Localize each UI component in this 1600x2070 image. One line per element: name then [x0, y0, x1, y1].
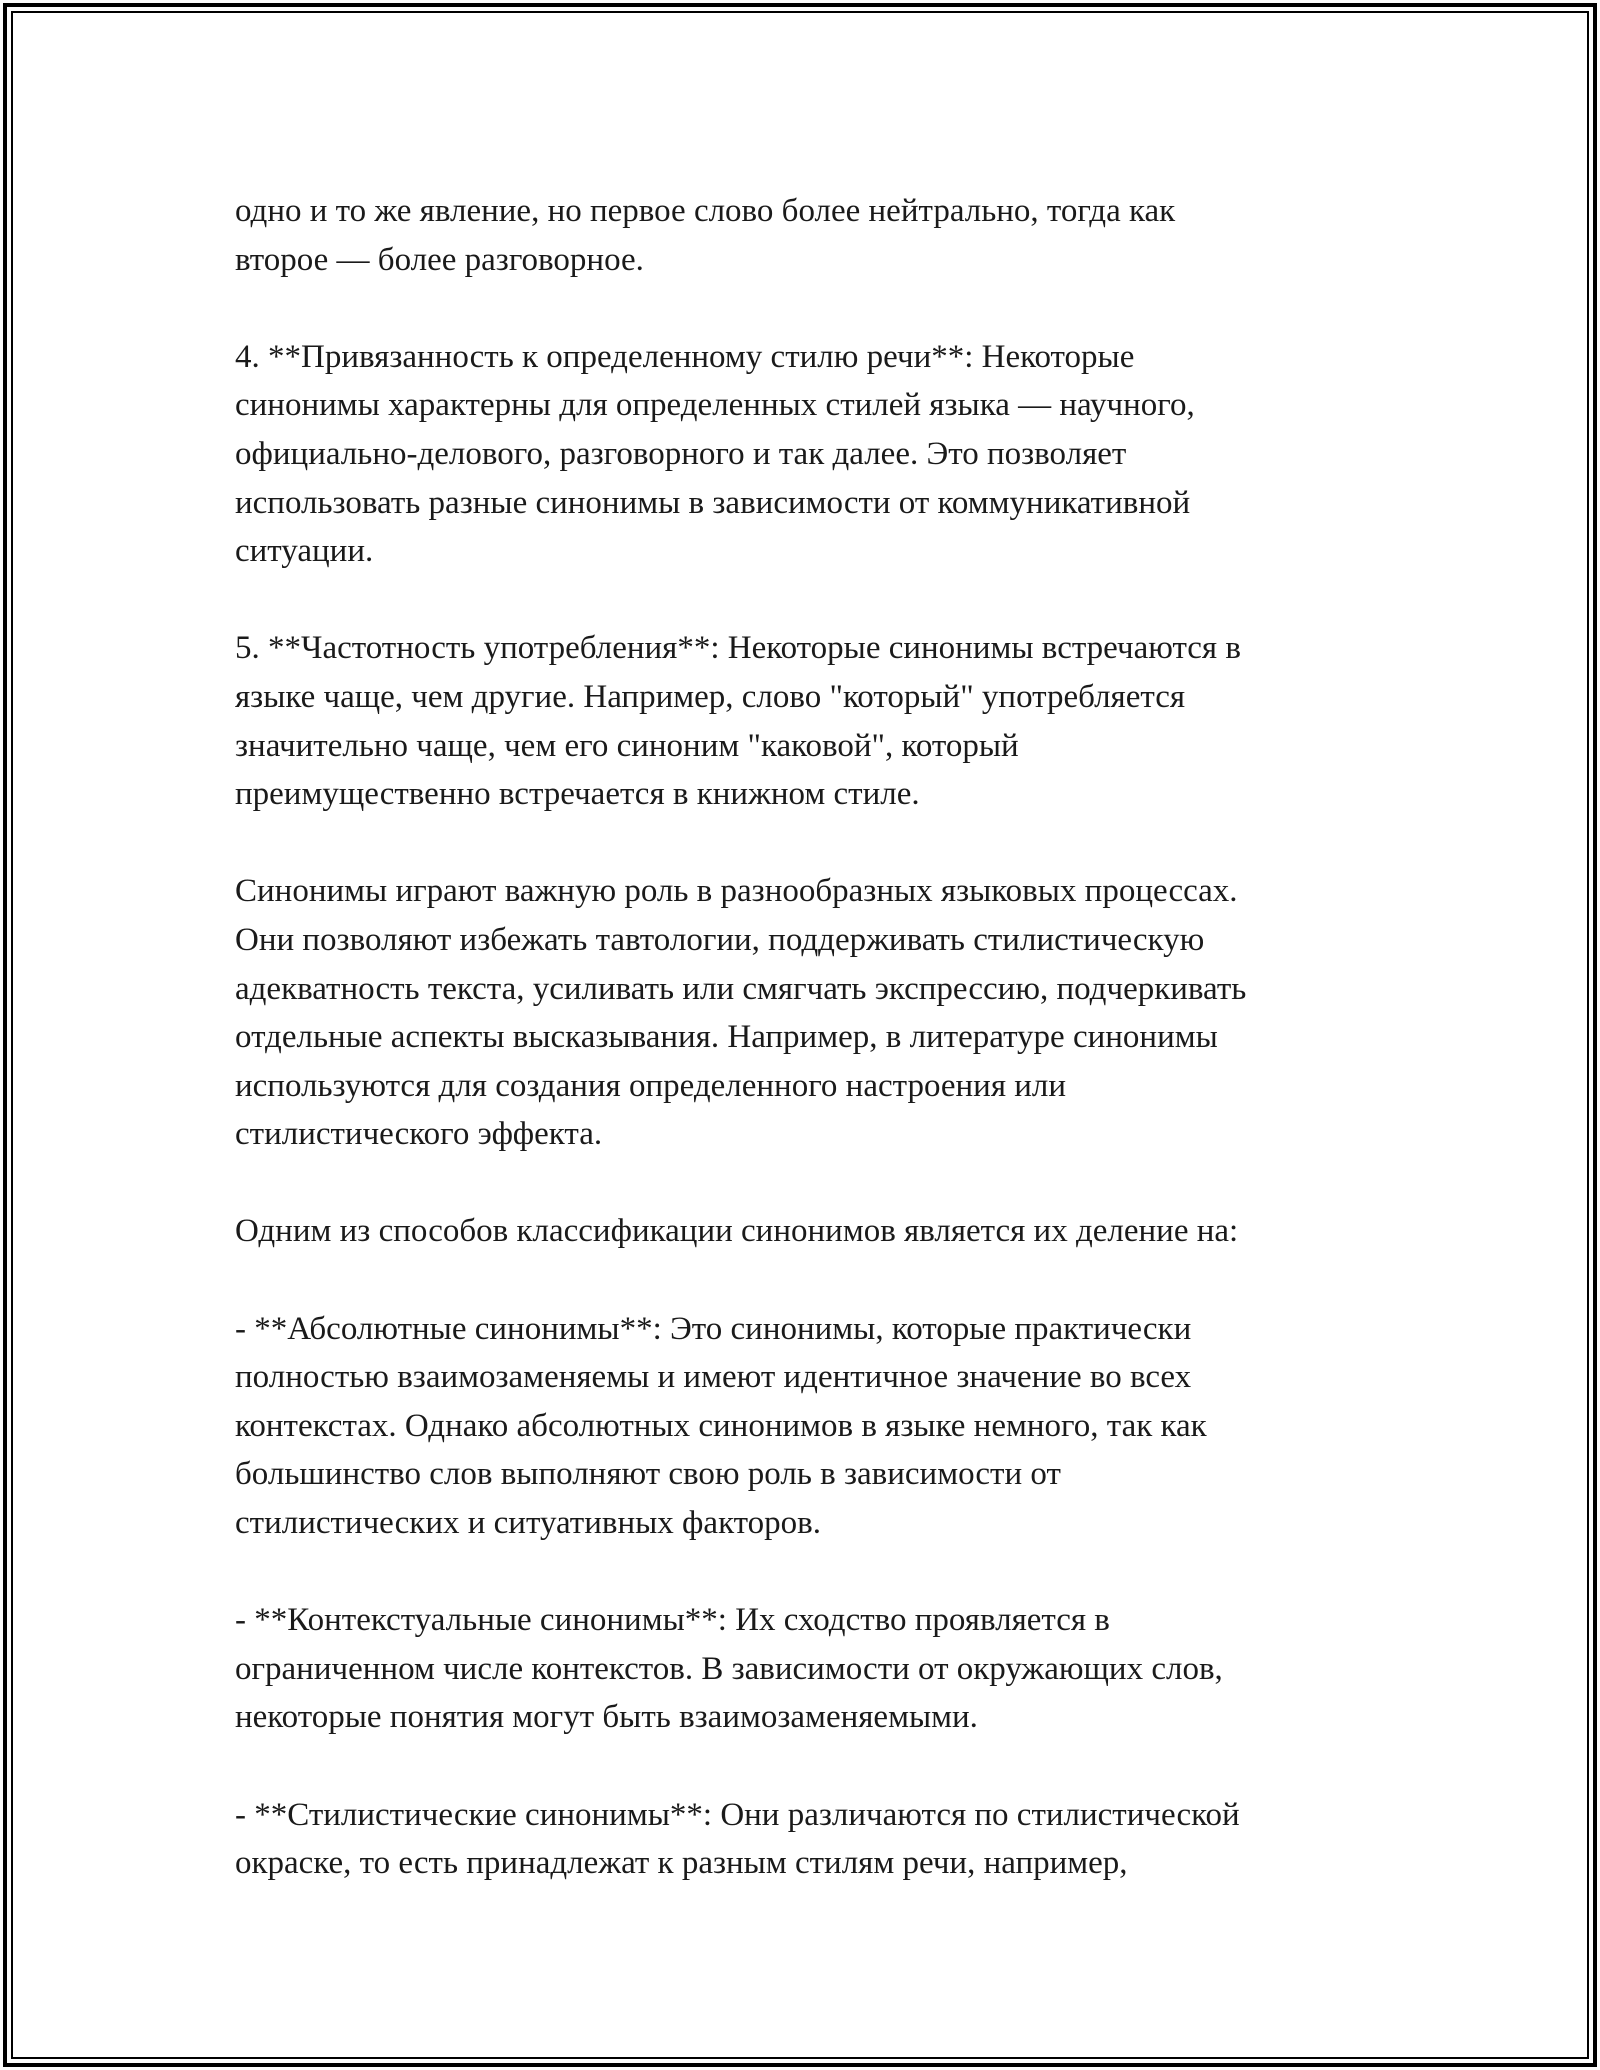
paragraph [235, 1596, 1395, 1742]
text-line: 4. **Привязанность к определенному стилю речи**: Некоторые [235, 338, 1135, 375]
paragraph-spacer [235, 1159, 1395, 1208]
text-line: Они позволяют избежать тавтологии, поддерживать стилистическую [235, 921, 1205, 958]
paragraph [235, 1791, 1395, 1888]
text-line: стилистического эффекта. [235, 1116, 603, 1153]
text-line: используются для создания определенного настроения или [235, 1067, 1067, 1104]
paragraph-spacer [235, 1256, 1395, 1305]
paragraph-spacer [235, 1548, 1395, 1597]
paragraph-spacer [235, 819, 1395, 868]
paragraph [235, 1305, 1395, 1548]
text-line: - **Контекстуальные синонимы**: Их сходство проявляется в [235, 1602, 1110, 1639]
paragraph-spacer [235, 576, 1395, 625]
paragraph-spacer [235, 284, 1395, 333]
text-line: - **Абсолютные синонимы**: Это синонимы, которые практически [235, 1310, 1192, 1347]
text-line: Одним из способов классификации синонимов является их деление на: [235, 1213, 1239, 1250]
text-line: значительно чаще, чем его синоним "каковой", который [235, 727, 1019, 764]
paragraph [235, 867, 1395, 1159]
paragraph-spacer [235, 1742, 1395, 1791]
text-line: контекстах. Однако абсолютных синонимов в языке немного, так как [235, 1407, 1207, 1444]
text-line: Синонимы играют важную роль в разнообразных языковых процессах. [235, 873, 1238, 910]
text-line: синонимы характерны для определенных стилей языка — научного, [235, 387, 1195, 424]
text-line: полностью взаимозаменяемы и имеют идентичное значение во всех [235, 1359, 1192, 1396]
text-line: окраске, то есть принадлежат к разным стилям речи, например, [235, 1845, 1128, 1882]
text-line: ограниченном числе контекстов. В зависимости от окружающих слов, [235, 1650, 1223, 1687]
text-line: некоторые понятия могут быть взаимозаменяемыми. [235, 1699, 978, 1736]
text-line: адекватность текста, усиливать или смягчать экспрессию, подчеркивать [235, 970, 1247, 1007]
text-line: одно и то же явление, но первое слово более нейтрально, тогда как [235, 193, 1176, 229]
text-line: - **Стилистические синонимы**: Они различаются по стилистической [235, 1796, 1240, 1833]
paragraph [235, 187, 1395, 284]
text-line: стилистических и ситуативных факторов. [235, 1505, 821, 1542]
text-line: большинство слов выполняют свою роль в зависимости от [235, 1456, 1061, 1493]
paragraph [235, 624, 1395, 818]
text-line: использовать разные синонимы в зависимости от коммуникативной [235, 484, 1191, 521]
text-line: 5. **Частотность употребления**: Некоторые синонимы встречаются в [235, 630, 1241, 667]
text-line: официально-делового, разговорного и так далее. Это позволяет [235, 435, 1127, 472]
text-line: языке чаще, чем другие. Например, слово "который" употребляется [235, 678, 1186, 715]
document-body [235, 187, 1395, 1888]
text-line: второе — более разговорное. [235, 241, 644, 278]
text-line: преимущественно встречается в книжном стиле. [235, 776, 920, 813]
paragraph [235, 1207, 1395, 1256]
text-line: ситуации. [235, 533, 374, 570]
text-line: отдельные аспекты высказывания. Например, в литературе синонимы [235, 1019, 1218, 1056]
paragraph [235, 333, 1395, 576]
